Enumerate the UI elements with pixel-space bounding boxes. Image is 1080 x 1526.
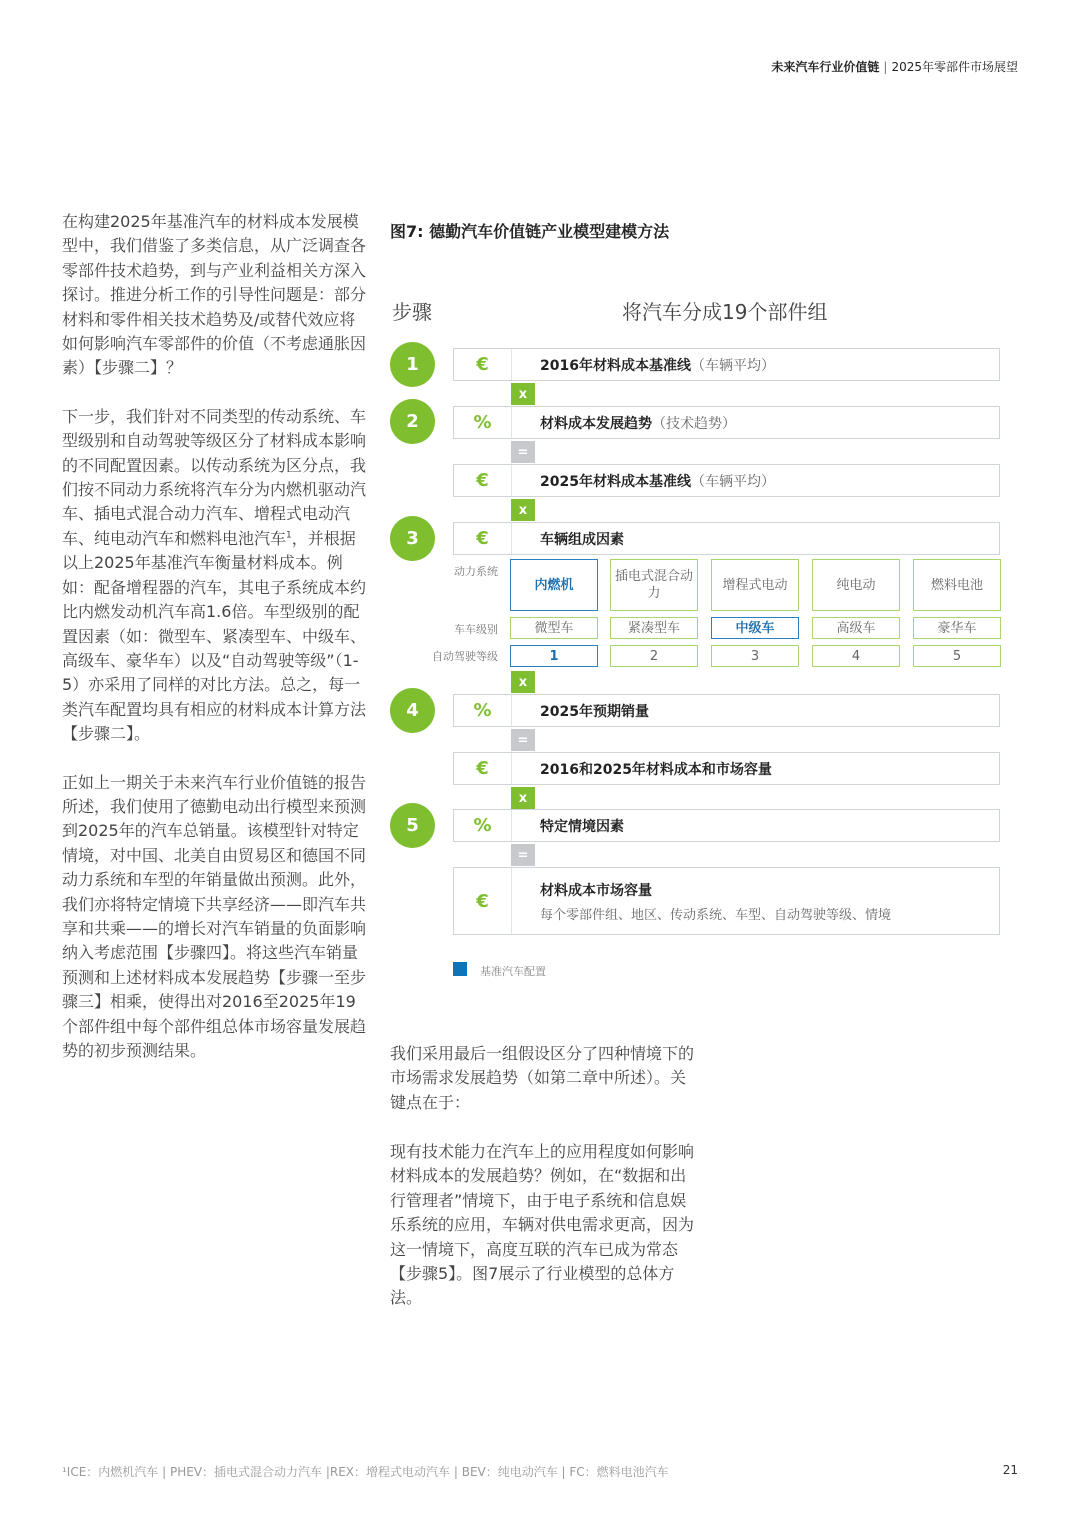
powertrain-cell-ice: 内燃机 [510, 559, 598, 611]
row-baseline-2016: € 2016年材料成本基准线（车辆平均） [453, 348, 1000, 381]
autonomy-label: 自动驾驶等级 [432, 650, 498, 663]
left-paragraph-3: 正如上一期关于未来汽车行业价值链的报告所述，我们使用了德勤电动出行模型来预测到2025年的汽车总销量。该模型针对特定情境，对中国、北美自由贸易区和德国不同动力系统和车型的年销量做出预测。此外，我们亦将特定情境下共享经济——即汽车共享和共乘——的增长对汽车销量的负面影响纳入考虑范围【步骤四】。将这些汽车销量预测和上述材料成本发展趋势【步骤一至步骤三】相乘，使得出对2016至2025年19个部件组中每个部件组总体市场容量发展趋势的初步预测结果。 [62, 772, 367, 1060]
multiply-operator: x [511, 499, 535, 521]
level-cell-1: 1 [510, 645, 598, 667]
step-circle-5: 5 [390, 803, 435, 848]
step-circle-4: 4 [390, 688, 435, 733]
header-title: 未来汽车行业价值链 [771, 60, 880, 74]
step-circle-3: 3 [390, 516, 435, 561]
class-cell-midsize: 中级车 [711, 617, 799, 639]
class-cell-micro: 微型车 [510, 617, 598, 639]
left-column [62, 210, 367, 1087]
euro-icon: € [454, 868, 512, 934]
right-paragraph-2: 现有技术能力在汽车上的应用程度如何影响材料成本的发展趋势？例如，在“数据和出行管理者”情境下，由于电子系统和信息娱乐系统的应用，车辆对供电需求更高，因为这一情境下，高度互联的汽车已成为常态【步骤5】。图7展示了行业模型的总体方法。 [390, 1142, 695, 1308]
right-paragraph-1: 我们采用最后一组假设区分了四种情境下的市场需求发展趋势（如第二章中所述）。关键点在于： [390, 1044, 695, 1112]
powertrain-cell-rex: 增程式电动 [711, 559, 799, 611]
page-header [771, 58, 1018, 75]
class-cell-compact: 紧凑型车 [610, 617, 698, 639]
footnote-ref: 1 [286, 530, 292, 541]
header-subtitle: 2025年零部件市场展望 [891, 60, 1018, 74]
euro-icon: € [454, 523, 512, 554]
level-cell-3: 3 [711, 645, 799, 667]
level-cell-4: 4 [812, 645, 900, 667]
percent-icon: % [454, 407, 512, 438]
euro-icon: € [454, 349, 512, 380]
left-paragraph-2: 下一步，我们针对不同类型的传动系统、车型级别和自动驾驶等级区分了材料成本影响的不同配置因素。以传动系统为区分点，我们按不同动力系统将汽车分为内燃机驱动汽车、插电式混合动力汽车、增程式电动汽车、纯电动汽车和燃料电池汽车$^1$，并根据以上2025年基准汽车衡量材料成本。例如：配备增程器的汽车，其电子系统成本约比内燃发动机汽车高1.6倍。车型级别的配置因素（如：微型车、紧凑型车、中级车、高级车、豪华车）以及“自动驾驶等级”（1-5）亦采用了同样的对比方法。总之，每一类汽车配置均具有相应的材料成本计算方法【步骤二】。 [62, 406, 367, 744]
euro-icon: € [454, 753, 512, 784]
class-cell-upper: 高级车 [812, 617, 900, 639]
footnote: ¹ICE：内燃机汽车 | PHEV：插电式混合动力汽车 |REX：增程式电动汽车 | BEV：纯电动汽车 | FC：燃料电池汽车 [62, 1465, 669, 1479]
row-expected-sales: % 2025年预期销量 [453, 694, 1000, 727]
multiply-operator: x [511, 383, 535, 405]
row-market-volume-2016-2025: € 2016和2025年材料成本和市场容量 [453, 752, 1000, 785]
step-circle-1: 1 [390, 342, 435, 387]
page-number: 21 [1002, 1463, 1018, 1477]
euro-icon: € [454, 465, 512, 496]
figure-title: 图7: 德勤汽车价值链产业模型建模方法 [390, 222, 670, 241]
row-cost-trend: % 材料成本发展趋势（技术趋势） [453, 406, 1000, 439]
header-separator: | [883, 60, 888, 74]
equals-operator: = [511, 844, 535, 866]
left-paragraph-1: 在构建2025年基准汽车的材料成本发展模型中，我们借鉴了多类信息，从广泛调查各零部件技术趋势，到与产业利益相关方深入探讨。推进分析工作的引导性问题是：部分材料和零件相关技术趋势及/或替代效应将如何影响汽车零部件的价值（不考虑通胀因素）【步骤二】？ [62, 212, 367, 378]
diagram-heading: 将汽车分成19个部件组 [622, 300, 828, 324]
powertrain-label: 动力系统 [454, 565, 498, 578]
steps-heading: 步骤 [392, 300, 432, 324]
percent-icon: % [454, 810, 512, 841]
class-label: 车车级别 [454, 623, 498, 636]
row-market-volume-result: € 材料成本市场容量 每个零部件组、地区、传动系统、车型、自动驾驶等级、情境 [453, 867, 1000, 935]
powertrain-cell-bev: 纯电动 [812, 559, 900, 611]
level-cell-5: 5 [913, 645, 1001, 667]
powertrain-cell-phev: 插电式混合动力 [610, 559, 698, 611]
powertrain-cell-fc: 燃料电池 [913, 559, 1001, 611]
percent-icon: % [454, 695, 512, 726]
multiply-operator: x [511, 787, 535, 809]
multiply-operator: x [511, 671, 535, 693]
legend-label: 基准汽车配置 [480, 965, 546, 978]
step-circle-2: 2 [390, 399, 435, 444]
row-vehicle-factors: € 车辆组成因素 [453, 522, 1000, 555]
equals-operator: = [511, 729, 535, 751]
class-cell-luxury: 豪华车 [913, 617, 1001, 639]
row-baseline-2025: € 2025年材料成本基准线（车辆平均） [453, 464, 1000, 497]
equals-operator: = [511, 441, 535, 463]
legend-swatch [453, 962, 467, 976]
level-cell-2: 2 [610, 645, 698, 667]
row-scenario-factors: % 特定情境因素 [453, 809, 1000, 842]
